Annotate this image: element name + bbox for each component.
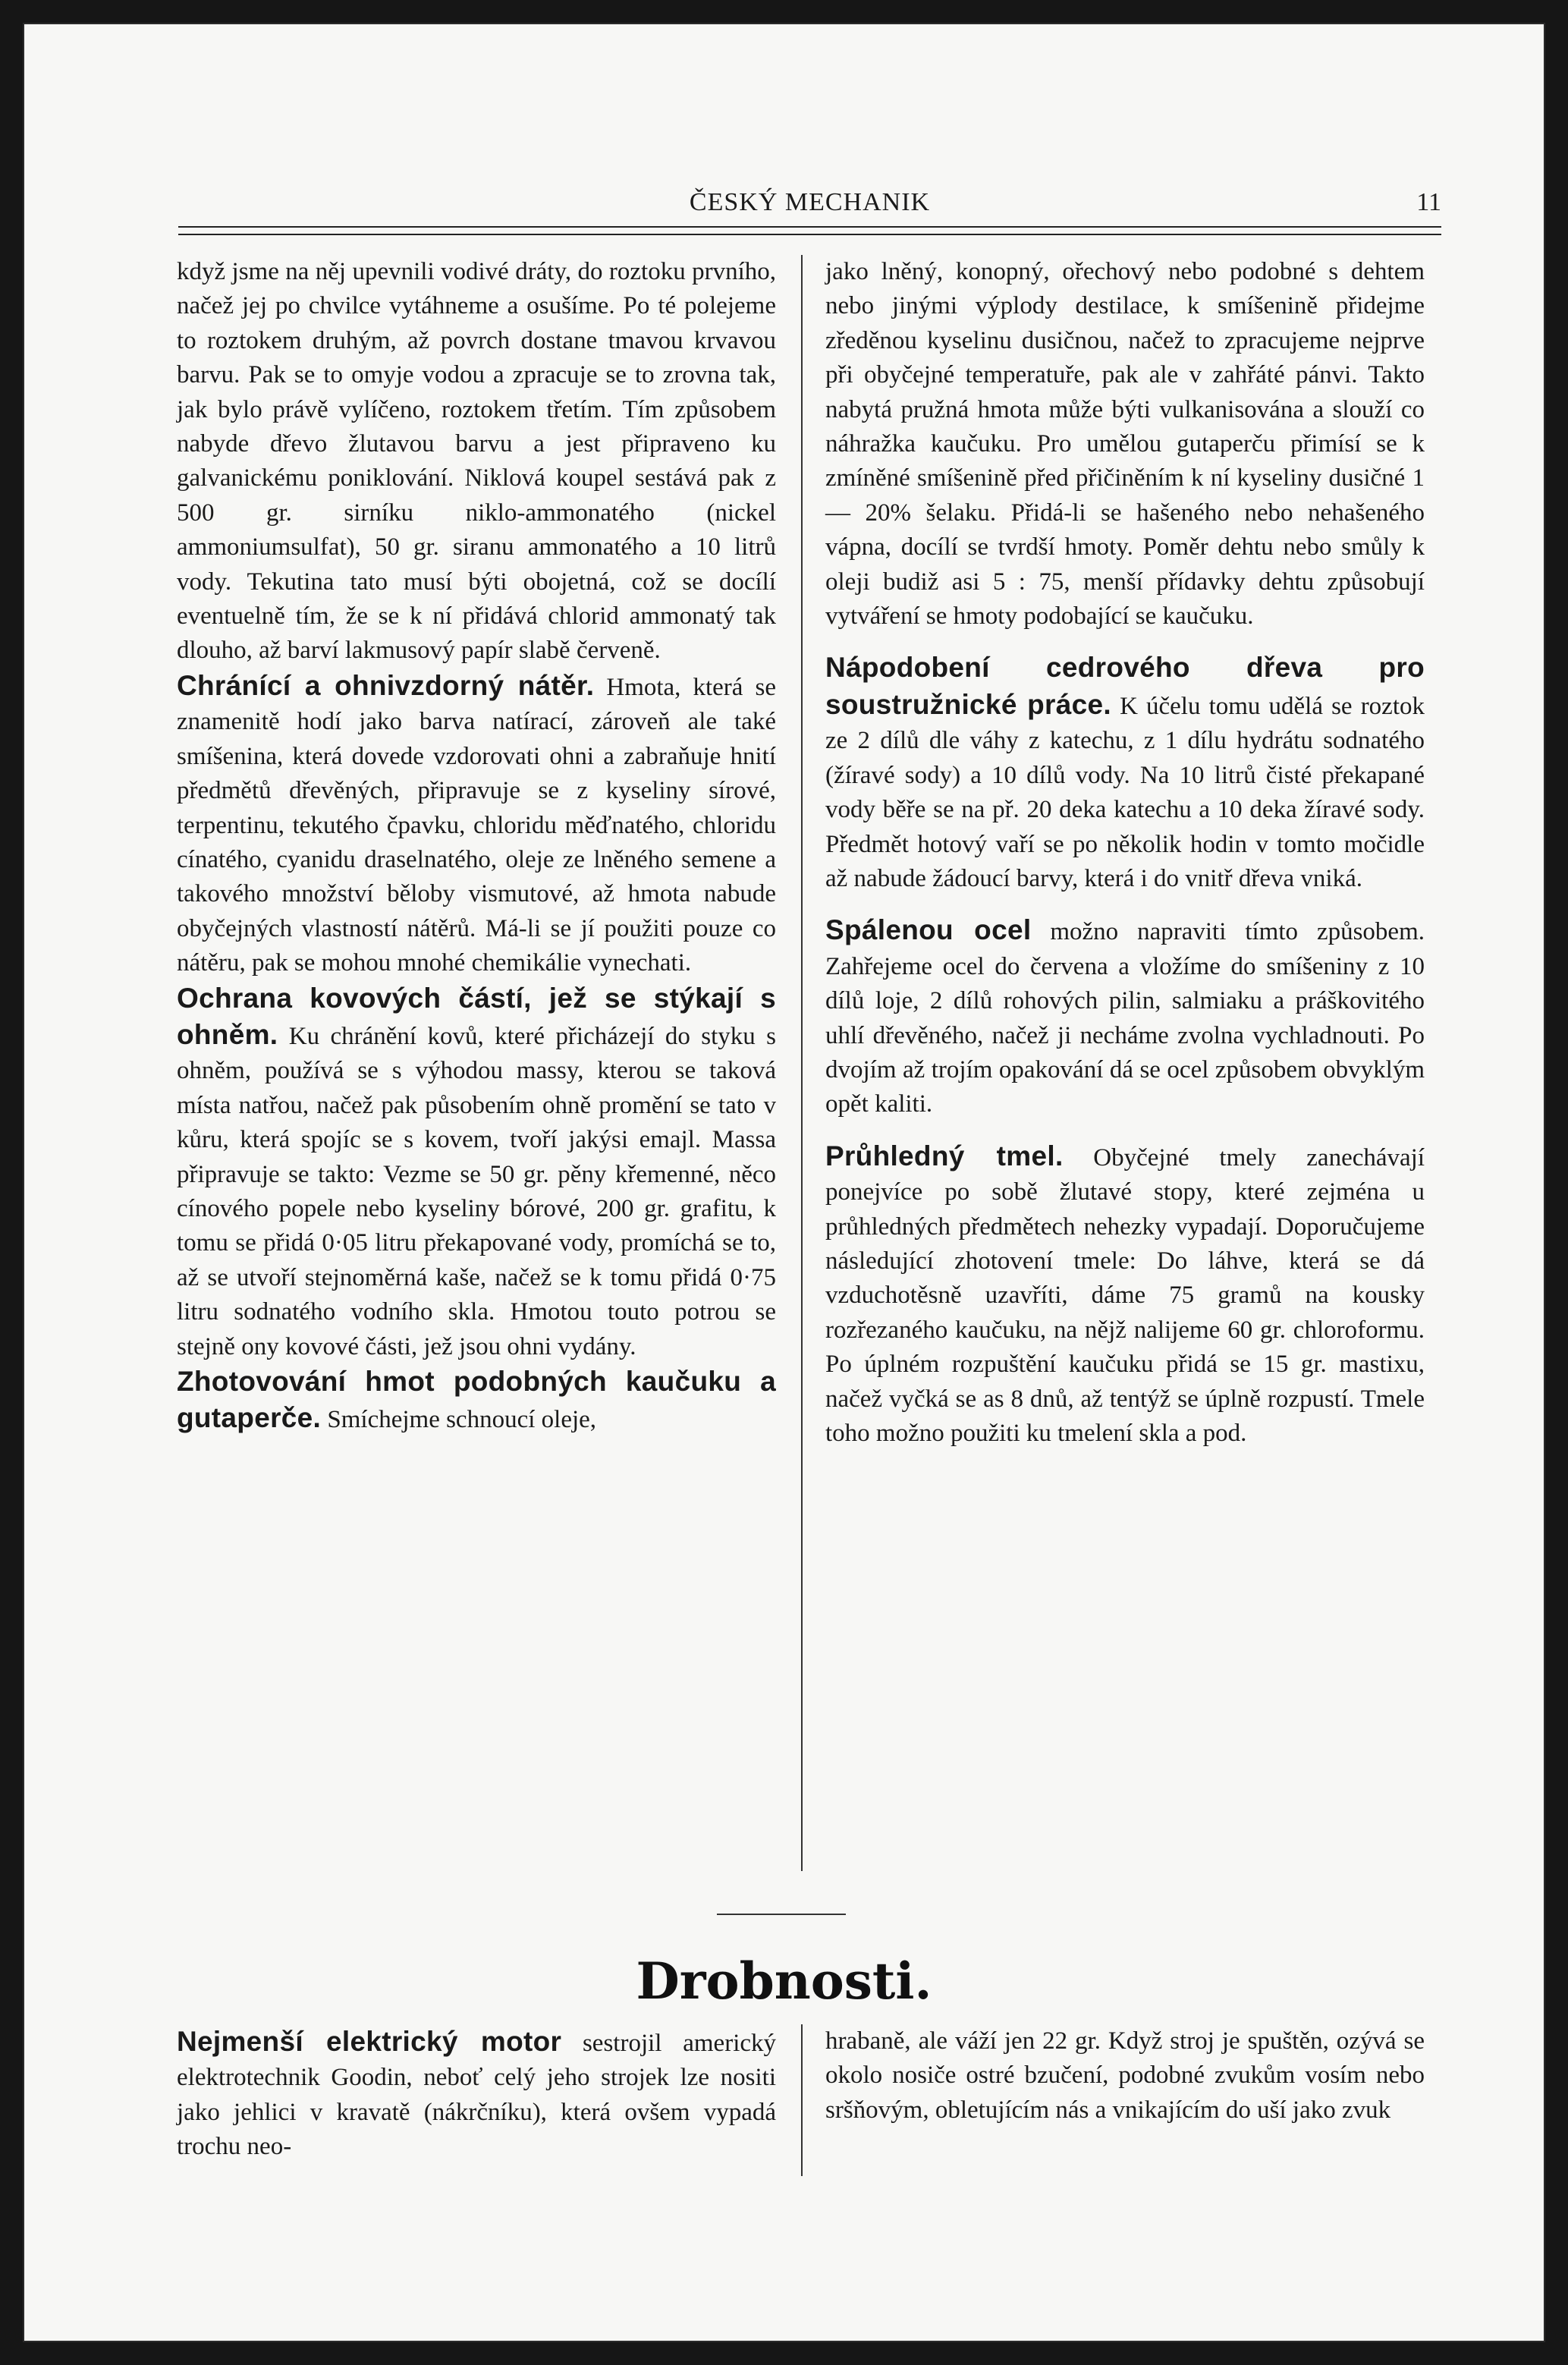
paragraph: hrabaně, ale váží jen 22 gr. Když stroj je spuštěn, ozývá se okolo nosiče ostré bzučení, podobné zvukům vosím nebo sršňovým, obletujícím nás a vnikajícím do uší jako zvuk — [825, 2027, 1425, 2124]
paragraph-text: možno napraviti tímto způsobem. Zahřejeme ocel do červena a vložíme do smíšeniny z 10 dílů loje, 2 dílů rohových pilin, salmiaku a práškovitého uhlí dřevěného, načež ji necháme zvolna vychladnouti. Po dvojím až trojím opakování dá se ocel způsobem obvyklým opět kaliti. — [825, 918, 1425, 1118]
paragraph-text: Ku chránění kovů, které přicházejí do styku s ohněm, používá se s výhodou massy, kterou se taková místa natřou, načež pak působením ohně promění se tato v kůru, která spojíc se s kovem, tvoří jakýsi emajl. Massa připravuje se takto: Vezme se 50 gr. pěny křemenné, něco cínového popele nebo kyseliny bórové, 200 gr. grafitu, k tomu se přidá 0·05 litru překapované vody, promíchá se to, až se utvoří stejnoměrná kaše, načež se k tomu přidá 0·75 litru sodnatého vodního skla. Hmotou touto potrou se stejně ony kovové části, jež jsou ohni vydány. — [177, 1022, 776, 1360]
right-column — [825, 255, 1425, 1451]
article-chranici — [177, 668, 776, 981]
drobnosti-heading: Drobnosti. — [636, 1951, 932, 2011]
section-heading: Spálenou ocel — [825, 914, 1032, 946]
paragraph-text: Obyčejné tmely zanechávají ponejvíce po sobě žlutavé stopy, které zejména u průhledných předmětech nehezky vypadají. Doporučujeme následující zhotovení tmele: Do láhve, která se dá vzduchotěsně uzavříti, dáme 75 gramů na kousky rozřezaného kaučuku, na nějž nalijeme 60 gr. chloroformu. Po úplném rozpuštění kaučuku přidá se 15 gr. mastixu, načež vyčká se as 8 dnů, až tentýž se úplně rozpustí. Tmele toho možno použiti ku tmelení skla a pod. — [825, 1143, 1425, 1447]
left-column — [177, 255, 776, 1438]
section-heading: Zhotovování hmot podobných kaučuku a gutaperče. — [177, 1366, 776, 1434]
paragraph: jako lněný, konopný, ořechový nebo podobné s dehtem nebo jinými výplody destilace, k smíšenině přidejme zředěnou kyselinu dusičnou, načež to zpracujeme nejprve při obyčejné temperatuře, pak ale v zahřáté pánvi. Takto nabytá pružná hmota může býti vulkanisována a slouží co náhražka kaučuku. Pro umělou gutaperču přimísí se k zmíněné smíšenině před přičiněním k ní kyseliny dusičné 1 — 20% šelaku. Přidá-li se hašeného nebo nehašeného vápna, docílí se tvrdší hmoty. Poměr dehtu nebo smůly k oleji budiž asi 5 : 75, menší přídavky dehtu způsobují vytváření se hmoty podobající se kaučuku. — [825, 258, 1425, 631]
paragraph-text: sestrojil americký elektrotechnik Goodin, neboť celý jeho strojek lze nositi jako jehlici v kravatě (nákrčníku), která ovšem vypadá trochu neo- — [177, 2030, 777, 2161]
article-cedr — [825, 650, 1425, 896]
page-number: 11 — [1416, 188, 1441, 216]
section-heading: Chránící a ohnivzdorný nátěr. — [177, 669, 595, 701]
paragraph-text: Hmota, která se znamenitě hodí jako barva natírací, zároveň ale také smíšenina, která dovede vzdorovati ohni a zabraňuje hnití předmětů dřevěných, připravuje se z kyseliny sírové, terpentinu, tekutého čpavku, chloridu měďnatého, chloridu cínatého, cyanidu draselnatého, oleje ze lněného semene a takového množství běloby vismutové, až hmota nabude obyčejných vlastností nátěrů. Má-li se jí použiti pouze co nátěru, pak se mohou mnohé chemikálie vynechati. — [177, 673, 777, 977]
drobnosti-right-column — [825, 2024, 1425, 2128]
article-ocel — [825, 913, 1425, 1121]
article-motor — [177, 2024, 776, 2165]
paragraph-text: K účelu tomu udělá se roztok ze 2 dílů dle váhy z katechu, z 1 dílu hydrátu sodnatého (žíravé sody) a 10 dílů vody. Na 10 litrů čisté překapané vody běře se na př. 20 deka katechu a 10 deka žíravé sody. Předmět hotový vaří se po několik hodin v tomto močidle až nabude žádoucí barvy, která i do vnitř dřeva vniká. — [825, 692, 1425, 892]
section-heading: Nápodobení cedrového dřeva pro soustružnické práce. — [825, 652, 1425, 720]
section-heading: Nejmenší elektrický motor — [177, 2026, 562, 2057]
article-zhotovovani — [177, 1364, 776, 1438]
running-header — [178, 188, 1441, 226]
paragraph-text: Smíchejme schnoucí oleje, — [327, 1406, 597, 1434]
header-rule — [178, 226, 1441, 235]
section-heading: Ochrana kovových částí, jež se stýkají s ohněm. — [177, 982, 776, 1050]
article-ochrana — [177, 981, 776, 1364]
paragraph: když jsme na něj upevnili vodivé dráty, do roztoku prvního, načež jej po chvilce vytáhneme a osušíme. Po té polejeme to roztokem druhým, až povrch dostane tmavou krvavou barvu. Pak se to omyje vodou a zpracuje se to zrovna tak, jak bylo právě vylíčeno, roztokem třetím. Tím způsobem nabyde dřevo žlutavou barvu a jest připraveno ku galvanickému poniklování. Niklová koupel sestává pak z 500 gr. sirníku niklo-ammonatého (nickel ammoniumsulfat), 50 gr. siranu ammonatého a 10 litrů vody. Tekutina tato musí býti obojetná, což se docílí eventuelně tím, že se k ní přidává chlorid ammonatý tak dlouho, až barví lakmusový papír slabě červeně. — [177, 258, 776, 665]
article-tmel — [825, 1139, 1425, 1451]
section-separator — [717, 1914, 846, 1915]
column-divider — [801, 2024, 803, 2176]
journal-title: ČESKÝ MECHANIK — [689, 188, 931, 216]
column-divider — [801, 255, 803, 1871]
drobnosti-left-column — [177, 2024, 776, 2165]
section-heading: Průhledný tmel. — [825, 1140, 1064, 1171]
